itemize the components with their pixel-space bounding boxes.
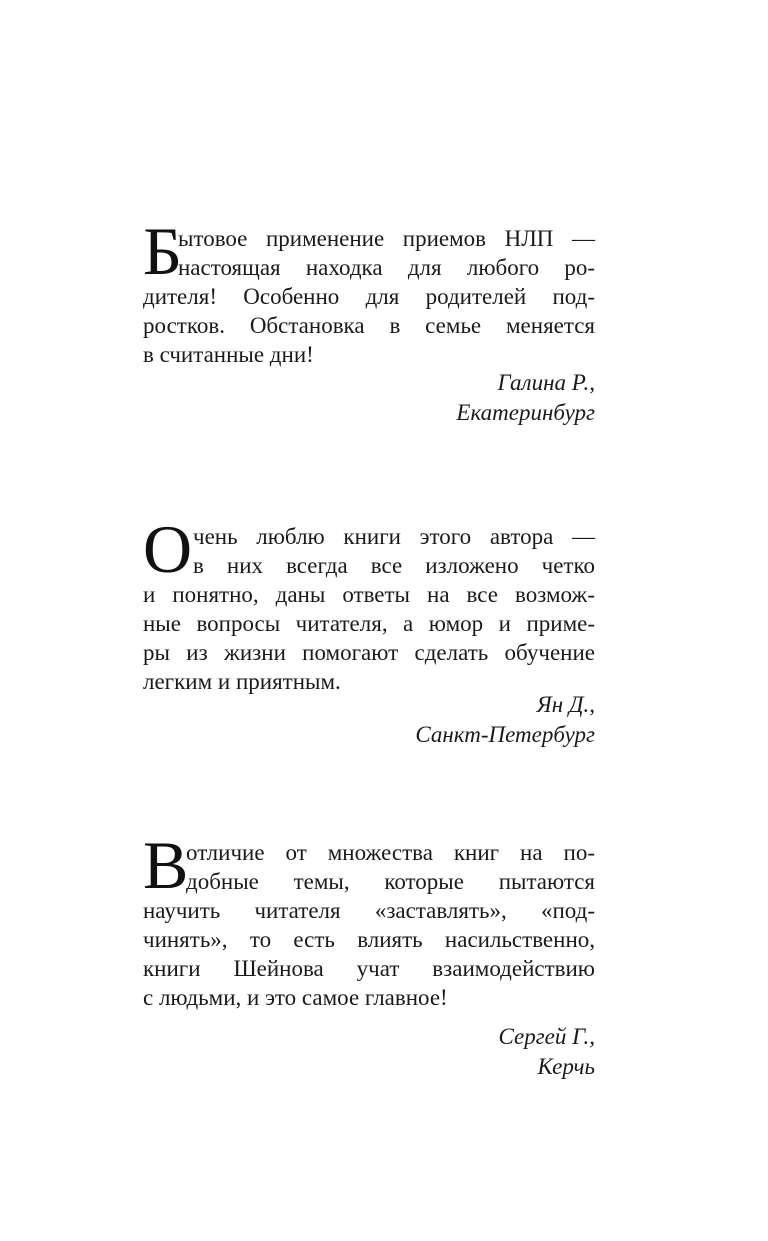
attribution-city: Екатеринбург bbox=[456, 400, 595, 425]
dropcap-letter-3: В bbox=[143, 827, 189, 903]
attribution-3 bbox=[143, 1022, 595, 1082]
text-line: книги Шейнова учат взаимодействию bbox=[143, 956, 595, 981]
testimonial-1-paragraph bbox=[143, 213, 595, 369]
attribution-author: Сергей Г., bbox=[498, 1024, 595, 1049]
attribution-city: Санкт-Петербург bbox=[415, 722, 595, 747]
attribution-author: Галина Р., bbox=[497, 370, 595, 395]
dropcap-letter-2: О bbox=[143, 511, 193, 587]
attribution-2 bbox=[143, 690, 595, 750]
text-line: в считанные дни! bbox=[143, 342, 314, 367]
text-line: с людьми, и это самое главное! bbox=[143, 985, 448, 1010]
text-line: в них всегда все изложено четко bbox=[193, 553, 595, 578]
text-line: настоящая находка для любого ро- bbox=[178, 255, 595, 280]
text-line: легким и приятным. bbox=[143, 669, 341, 694]
testimonial-3-paragraph bbox=[143, 827, 595, 1012]
text-line: ытовое применение приемов НЛП — bbox=[178, 226, 595, 251]
text-line: дителя! Особенно для родителей под- bbox=[143, 284, 595, 309]
text-line: научить читателя «заставлять», «под- bbox=[143, 898, 595, 923]
testimonial-2-paragraph bbox=[143, 511, 595, 696]
attribution-author: Ян Д., bbox=[536, 692, 595, 717]
text-line: чинять», то есть влиять насильственно, bbox=[143, 927, 595, 952]
text-line: ры из жизни помогают сделать обучение bbox=[143, 640, 595, 665]
text-line: чень люблю книги этого автора — bbox=[193, 524, 595, 549]
attribution-1 bbox=[143, 368, 595, 428]
text-line: отличие от множества книг на по- bbox=[186, 840, 595, 865]
text-line: добные темы, которые пытаются bbox=[186, 869, 595, 894]
text-line: ростков. Обстановка в семье меняется bbox=[143, 313, 595, 338]
text-line: ные вопросы читателя, а юмор и приме- bbox=[143, 611, 595, 636]
dropcap-letter-1: Б bbox=[143, 213, 183, 289]
attribution-city: Керчь bbox=[537, 1054, 595, 1079]
text-line: и понятно, даны ответы на все возмож- bbox=[143, 582, 595, 607]
